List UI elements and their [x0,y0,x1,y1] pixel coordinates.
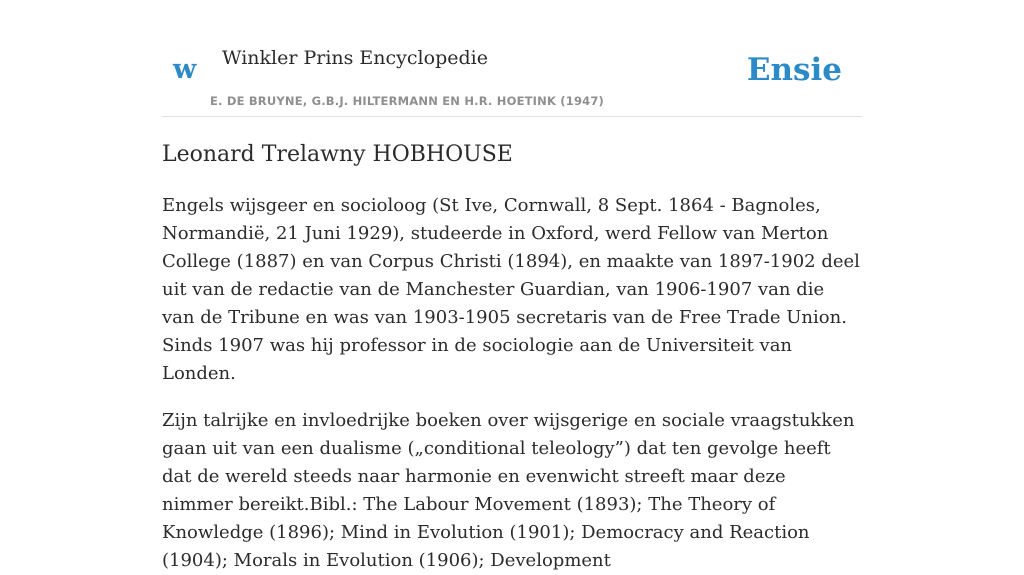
winkler-prins-logo[interactable]: w [173,54,197,85]
site-header [162,0,862,117]
article-title: Leonard Trelawny HOBHOUSE [162,142,513,167]
article-paragraph: Zijn talrijke en invloedrijke boeken over wijsgerige en sociale vraagstukken gaan uit van een dualisme („conditional teleology”) dat ten gevolge heeft dat de wereld steeds naar harmonie en evenwicht streeft maar deze nimmer bereikt.Bibl.: The Labour Movement (1893); The Theory of Knowledge (1896); Mind in Evolution (1901); Democracy and Reaction (1904); Morals in Evolution (1906); Development [162,410,855,571]
encyclopedia-title[interactable]: Winkler Prins Encyclopedie [222,47,488,69]
encyclopedia-authors: E. DE BRUYNE, G.B.J. HILTERMANN EN H.R. HOETINK (1947) [210,94,605,108]
article [162,138,862,575]
ensie-logo[interactable]: Ensie [746,52,842,88]
article-paragraph: Engels wijsgeer en socioloog (St Ive, Cornwall, 8 Sept. 1864 - Bagnoles, Normandië, 21 Juni 1929), studeerde in Oxford, werd Fellow van Merton College (1887) en van Corpus Christi (1894), en maakte van 1897-1902 deel uit van de redactie van de Manchester Guardian, van 1906-1907 van die van de Tribune en was van 1903-1905 secretaris van de Free Trade Union. Sinds 1907 was hij professor in de sociologie aan de Universiteit van Londen. [162,195,860,384]
